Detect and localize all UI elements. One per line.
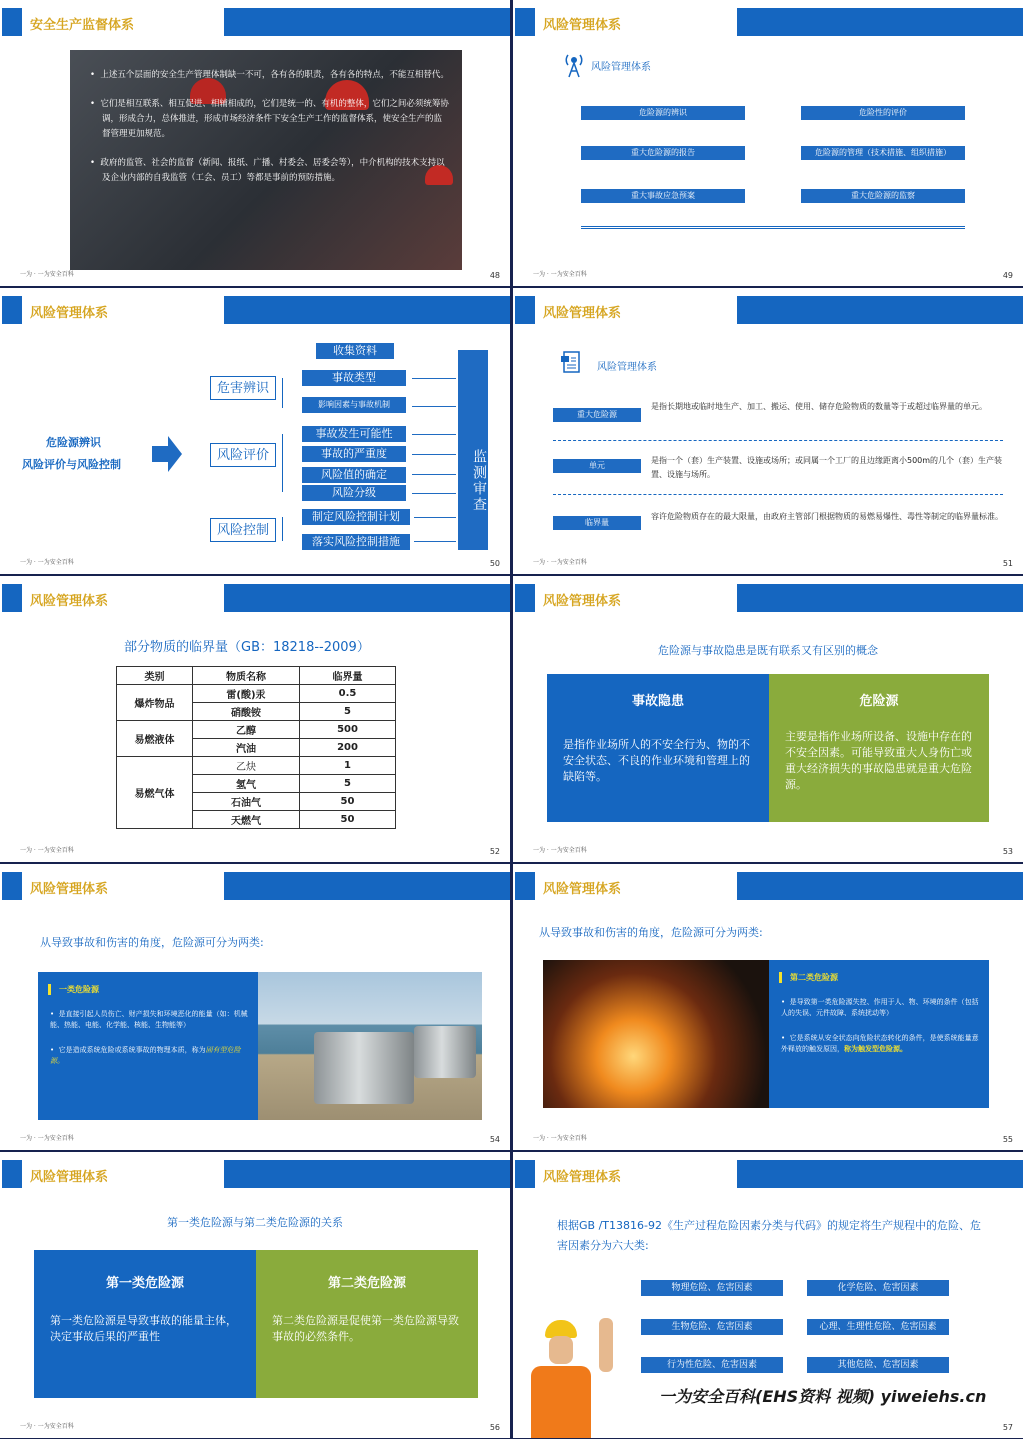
brand-logo: 一为 · 一为安全百科 [20, 559, 74, 566]
panel-text: 第二类危险源是促使第一类危险源导致事故的必然条件。 [272, 1314, 459, 1343]
category-button[interactable]: 化学危险、危害因素 [807, 1280, 949, 1296]
header-bar [224, 296, 510, 324]
right-panel [256, 1250, 478, 1398]
table-row [117, 685, 396, 703]
item-button[interactable]: 危险源的辨识 [581, 106, 745, 120]
left-panel [34, 1250, 256, 1398]
table-cell: 汽油 [193, 739, 300, 757]
connector-bracket [282, 378, 294, 408]
bullet-item: • 它们是相互联系、相互促进、相辅相成的，它们是统一的、有机的整体，它们之间必须统筹协调，形成合力，总体推进，形成市场经济条件下安全生产工作的监督体系，使安全生产的监督管理更加规范。 [90, 99, 449, 139]
group-box: 风险控制 [210, 518, 276, 542]
header-accent [2, 1160, 22, 1188]
slide-54 [0, 864, 510, 1150]
item-box: 事故类型 [302, 370, 406, 386]
item-button[interactable]: 危险性的评价 [801, 106, 965, 120]
term-definition: 容许危险物质存在的最大限量，由政府主管部门根据物质的易燃易爆性、毒性等制定的临界量标准。 [651, 512, 1003, 521]
header-accent [515, 296, 535, 324]
group-box: 风险评价 [210, 443, 276, 467]
header-bar [224, 1160, 510, 1188]
page-number: 51 [1002, 559, 1013, 568]
bullet-text: 政府的监管、社会的监督（新闻、报纸、广播、村委会、居委会等），中介机构的技术支持以及企业内部的自我监管（工会、员工）等都是事前的预防措施。 [100, 158, 445, 183]
slide-49 [513, 0, 1023, 286]
item-box: 影响因素与事故机制 [302, 397, 406, 413]
header-accent [515, 1160, 535, 1188]
table-cell: 乙炔 [193, 757, 300, 775]
table-cell: 石油气 [193, 793, 300, 811]
bullet-item: • 政府的监管、社会的监督（新闻、报纸、广播、村委会、居委会等），中介机构的技术支持以及企业内部的自我监管（工会、员工）等都是事前的预防措施。 [90, 158, 445, 183]
brand-logo: 一为 · 一为安全百科 [533, 559, 587, 566]
tank-shape [414, 1026, 476, 1078]
category-button[interactable]: 其他危险、危害因素 [807, 1357, 949, 1373]
header-bar [737, 584, 1023, 612]
connector-bracket [282, 434, 294, 492]
arrow-line [412, 434, 456, 435]
term-definition: 是指长期地或临时地生产、加工、搬运、使用、储存危险物质的数量等于或超过临界量的单元。 [651, 402, 987, 411]
storage-tanks-photo [258, 972, 482, 1120]
slide-48 [0, 0, 510, 286]
header-bar [737, 1160, 1023, 1188]
slide-50 [0, 288, 510, 574]
bullet-item: • 上述五个层面的安全生产管理体制缺一不可，各有各的职责，各有各的特点，不能互相替代。 [90, 70, 449, 80]
table-cell: 氢气 [193, 775, 300, 793]
side-box: 监测审查 [458, 350, 488, 550]
group-box: 危害辨识 [210, 376, 276, 400]
brand-logo: 一为 · 一为安全百科 [533, 1135, 587, 1142]
page-number: 53 [1002, 847, 1013, 856]
item-button[interactable]: 重大危险源的监察 [801, 189, 965, 203]
category-cell: 易燃气体 [117, 757, 193, 829]
bullet-list [90, 68, 450, 186]
arrow-line [412, 454, 456, 455]
antenna-icon [563, 52, 585, 78]
slide-title: 风险管理体系 [543, 594, 622, 609]
slide-title: 风险管理体系 [30, 882, 109, 897]
slide-title: 风险管理体系 [30, 1170, 109, 1185]
slide-title: 风险管理体系 [543, 306, 622, 321]
bullet-text: 是导致第一类危险源失控、作用于人、物、环境的条件（包括人的失误、元件故障、系统扰动等） [781, 998, 979, 1017]
category-button[interactable]: 生物危险、危害因素 [641, 1319, 783, 1335]
header-accent [515, 584, 535, 612]
category-cell: 爆炸物品 [117, 685, 193, 721]
table-cell: 50 [300, 811, 396, 829]
column-header: 物质名称 [193, 667, 300, 685]
term-label: 单元 [553, 459, 641, 473]
table-cell: 0.5 [300, 685, 396, 703]
header-bar [737, 8, 1023, 36]
left-label: 风险评价与风险控制 [22, 458, 121, 471]
panel-title: 第二类危险源 [779, 972, 989, 983]
panel-text: 主要是指作业场所设备、设施中存在的不安全因素。可能导致重大人身伤亡或重大经济损失的事故隐患就是重大危险源。 [785, 730, 972, 791]
page-number: 48 [489, 271, 500, 280]
slide-title: 安全生产监督体系 [30, 18, 135, 33]
item-box: 风险分级 [302, 485, 406, 501]
slide-title: 风险管理体系 [30, 594, 109, 609]
critical-quantity-table [116, 666, 396, 829]
bullet-text: 是直接引起人员伤亡、财产损失和环境恶化的能量（如：机械能、热能、电能、化学能、核能、生物能等） [50, 1010, 248, 1029]
term-label: 重大危险源 [553, 408, 641, 422]
header-accent [2, 296, 22, 324]
panel-title: 第一类危险源 [105, 1276, 184, 1291]
subtitle: 第一类危险源与第二类危险源的关系 [167, 1216, 343, 1229]
molten-metal-photo [543, 960, 769, 1108]
page-number: 49 [1002, 271, 1013, 280]
page-number: 50 [489, 559, 500, 568]
header-accent [515, 8, 535, 36]
table-cell: 雷(酸)汞 [193, 685, 300, 703]
arrow-line [412, 406, 456, 407]
brand-logo: 一为 · 一为安全百科 [20, 1423, 74, 1430]
document-icon [559, 350, 583, 374]
item-box: 事故的严重度 [302, 446, 406, 462]
arrow-line [412, 493, 456, 494]
left-label: 危险源辨识 [46, 436, 101, 449]
slide-title: 风险管理体系 [30, 306, 109, 321]
panel-title: 第二类危险源 [327, 1276, 406, 1291]
item-button[interactable]: 危险源的管理（技术措施、组织措施） [801, 146, 965, 160]
term-label: 临界量 [553, 516, 641, 530]
header-bar [737, 872, 1023, 900]
table-cell: 500 [300, 721, 396, 739]
item-button[interactable]: 重大事故应急预案 [581, 189, 745, 203]
item-box: 落实风险控制措施 [302, 534, 410, 550]
panel-title: 一类危险源 [48, 984, 258, 995]
arrow-line [412, 474, 456, 475]
item-box: 风险值的确定 [302, 467, 406, 483]
header-accent [2, 8, 22, 36]
highlight-text: 称为触发型危险源。 [844, 1045, 907, 1053]
table-cell: 200 [300, 739, 396, 757]
safety-worker-figure [513, 1318, 613, 1438]
header-accent [2, 872, 22, 900]
raised-hand [599, 1318, 613, 1372]
slide-56 [0, 1152, 510, 1438]
brand-logo: 一为 · 一为安全百科 [20, 847, 74, 854]
table-title: 部分物质的临界量（GB：18218--2009） [124, 640, 370, 655]
page-number: 57 [1002, 1423, 1013, 1432]
category-button[interactable]: 物理危险、危害因素 [641, 1280, 783, 1296]
item-box: 收集资料 [316, 343, 394, 359]
table-cell: 1 [300, 757, 396, 775]
bullet-text: 上述五个层面的安全生产管理体制缺一不可，各有各的职责，各有各的特点，不能互相替代。 [100, 70, 449, 80]
subtitle: 危险源与事故隐患是既有联系又有区别的概念 [658, 644, 878, 657]
info-panel [38, 972, 258, 1120]
divider [553, 440, 1003, 441]
connector-bracket [282, 517, 294, 541]
slide-title: 风险管理体系 [543, 882, 622, 897]
header-bar [224, 584, 510, 612]
table-header-row [117, 667, 396, 685]
column-header: 临界量 [300, 667, 396, 685]
worker-face [549, 1336, 573, 1364]
bullet-text: 它们是相互联系、相互促进、相辅相成的，它们是统一的、有机的整体，它们之间必须统筹协调，形成合力，总体推进，形成市场经济条件下安全生产工作的监督体系，使安全生产的监督管理更加规范。 [100, 99, 449, 139]
brand-logo: 一为 · 一为安全百科 [20, 1135, 74, 1142]
arrow-line [412, 378, 456, 379]
brand-logo: 一为 · 一为安全百科 [20, 271, 74, 278]
panel-title: 危险源 [859, 694, 899, 709]
slide-55 [513, 864, 1023, 1150]
slide-51 [513, 288, 1023, 574]
table-cell: 50 [300, 793, 396, 811]
slide-53 [513, 576, 1023, 862]
header-bar [224, 8, 510, 36]
term-definition: 是指一个（套）生产装置、设施或场所；或同属一个工厂的且边缘距离小500m的几个（套）生产装置、设施与场所。 [651, 456, 1003, 479]
table-row [117, 721, 396, 739]
category-button[interactable]: 行为性危险、危害因素 [641, 1357, 783, 1373]
header-accent [2, 584, 22, 612]
panel-bullet: • 它是系统从安全状态向危险状态转化的条件，是使系统能量意外释放的触发原因，称为触发型危险源。 [781, 1034, 979, 1053]
page-number: 55 [1002, 1135, 1013, 1144]
table-cell: 天燃气 [193, 811, 300, 829]
slide-title: 风险管理体系 [543, 18, 622, 33]
brand-logo: 一为 · 一为安全百科 [533, 271, 587, 278]
header-bar [224, 872, 510, 900]
bullet-text: 它是系统从安全状态向危险状态转化的条件，是使系统能量意外释放的触发原因， [781, 1034, 979, 1053]
table-cell: 硝酸铵 [193, 703, 300, 721]
panel-bullet: • 是直接引起人员伤亡、财产损失和环境恶化的能量（如：机械能、热能、电能、化学能、核能、生物能等） [50, 1010, 248, 1029]
column-header: 类别 [117, 667, 193, 685]
item-box: 事故发生可能性 [302, 426, 406, 442]
page-number: 54 [489, 1135, 500, 1144]
page-number: 56 [489, 1423, 500, 1432]
watermark: 一为安全百科(EHS资料 视频) yiweiehs.cn [659, 1387, 987, 1406]
slide-57 [513, 1152, 1023, 1438]
panel-text: 是指作业场所人的不安全行为、物的不安全状态、不良的作业环境和管理上的缺陷等。 [563, 738, 750, 783]
safety-vest [531, 1366, 591, 1438]
table-cell: 5 [300, 775, 396, 793]
category-cell: 易燃液体 [117, 721, 193, 757]
table-row [117, 757, 396, 775]
item-button[interactable]: 重大危险源的报告 [581, 146, 745, 160]
left-panel [547, 674, 769, 822]
highlight-text: 固有型危险源。 [50, 1046, 241, 1065]
brand-logo: 一为 · 一为安全百科 [533, 847, 587, 854]
arrow-right-icon [152, 436, 182, 472]
arrow-line [414, 541, 456, 542]
intro-text: 根据GB /T13816-92《生产过程危险因素分类与代码》的规定将生产规程中的危险、危害因素分为六大类: [557, 1219, 981, 1252]
page-number: 52 [489, 847, 500, 856]
slide-52 [0, 576, 510, 862]
right-panel [769, 674, 989, 822]
subtitle: 从导致事故和伤害的角度，危险源可分为两类: [539, 926, 763, 939]
header-bar [737, 296, 1023, 324]
item-box: 制定风险控制计划 [302, 509, 410, 525]
category-button[interactable]: 心理、生理性危险、危害因素 [807, 1319, 949, 1335]
tank-shape [314, 1032, 414, 1104]
panel-bullet: • 它是造成系统危险或系统事故的物理本质，称为固有型危险源。 [50, 1046, 241, 1065]
divider [581, 226, 965, 229]
subtitle: 风险管理体系 [597, 362, 657, 373]
subtitle: 风险管理体系 [591, 62, 651, 73]
subtitle: 从导致事故和伤害的角度，危险源可分为两类: [40, 936, 264, 949]
panel-title: 事故隐患 [631, 694, 684, 709]
info-panel [769, 960, 989, 1108]
panel-bullet: • 是导致第一类危险源失控、作用于人、物、环境的条件（包括人的失误、元件故障、系统扰动等） [781, 998, 979, 1017]
arrow-line [414, 517, 456, 518]
table-cell: 5 [300, 703, 396, 721]
panel-text: 第一类危险源是导致事故的能量主体，决定事故后果的严重性 [50, 1314, 237, 1343]
bullet-text: 它是造成系统危险或系统事故的物理本质，称为 [58, 1046, 206, 1054]
table-cell: 乙醇 [193, 721, 300, 739]
divider [553, 494, 1003, 495]
slide-title: 风险管理体系 [543, 1170, 622, 1185]
header-accent [515, 872, 535, 900]
